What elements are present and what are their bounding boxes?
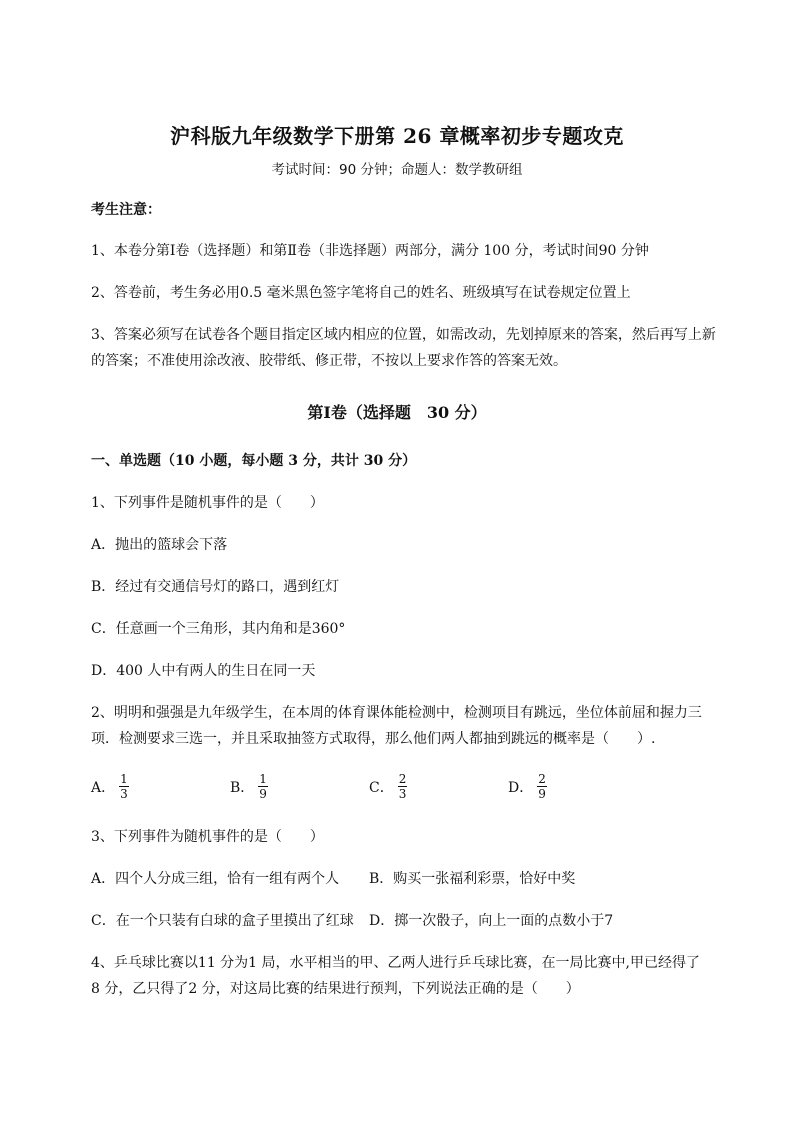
- fraction-denominator: 9: [259, 787, 267, 801]
- q2-option-a-fraction: [119, 772, 129, 801]
- notice-item-3: 3、答案必须写在试卷各个题目指定区域内相应的位置，如需改动，先划掉原来的答案，然后再写上新: [91, 327, 716, 343]
- notice-item-2: 2、答卷前，考生务必用0.5 毫米黑色签字笔将自己的姓名、班级填写在试卷规定位置上: [91, 285, 631, 301]
- q2-stem-line2: 项．检测要求三选一，并且采取抽签方式取得，那么他们两人都抽到跳远的概率是（ ）.: [91, 731, 656, 747]
- q2-option-d-fraction: [537, 772, 547, 801]
- fraction-numerator: 1: [259, 772, 267, 786]
- q2-option-c-label: C．: [369, 779, 394, 796]
- q3-option-d: D．掷一次骰子，向上一面的点数小于7: [369, 913, 614, 929]
- fraction-denominator: 3: [120, 787, 128, 801]
- q2-options: [91, 772, 611, 806]
- notice-item-1: 1、本卷分第Ⅰ卷（选择题）和第Ⅱ卷（非选择题）两部分，满分 100 分，考试时间90 分钟: [91, 243, 649, 259]
- q3-option-b: B．购买一张福利彩票，恰好中奖: [369, 871, 576, 887]
- section-title: 第Ⅰ卷（选择题 30 分）: [307, 403, 487, 422]
- q1-option-a: A．抛出的篮球会下落: [91, 537, 228, 553]
- q4-stem-line2: 8 分，乙只得了2 分，对这局比赛的结果进行预判，下列说法正确的是（ ）: [91, 981, 580, 997]
- fraction-denominator: 9: [538, 787, 546, 801]
- q3-option-a: A．四个人分成三组，恰有一组有两个人: [91, 871, 340, 887]
- q4-stem-line1: 4、乒乓球比赛以11 分为1 局，水平相当的甲、乙两人进行乒乓球比赛，在一局比赛中,甲已经得了: [91, 955, 700, 971]
- q2-option-b-label: B．: [230, 779, 255, 796]
- part-heading: 一、单选题（10 小题，每小题 3 分，共计 30 分）: [91, 453, 417, 469]
- q2-option-d-label: D．: [508, 779, 534, 796]
- notice-item-3-cont: 的答案；不准使用涂改液、胶带纸、修正带，不按以上要求作答的答案无效。: [91, 353, 567, 369]
- q2-option-a-label: A．: [91, 779, 116, 796]
- notice-heading: 考生注意：: [91, 202, 161, 218]
- q1-stem: 1、下列事件是随机事件的是（ ）: [91, 495, 324, 511]
- q2-option-b-fraction: [258, 772, 268, 801]
- q2-option-b: [230, 772, 268, 801]
- q2-option-a: [91, 772, 129, 801]
- fraction-numerator: 2: [398, 772, 407, 786]
- q2-option-c-fraction: [398, 772, 408, 801]
- q1-option-c: C．任意画一个三角形，其内角和是360°: [91, 621, 346, 637]
- page-title: 沪科版九年级数学下册第 26 章概率初步专题攻克: [170, 124, 624, 148]
- q3-stem: 3、下列事件为随机事件的是（ ）: [91, 829, 324, 845]
- q1-option-b: B．经过有交通信号灯的路口，遇到红灯: [91, 579, 340, 595]
- fraction-numerator: 1: [120, 772, 128, 786]
- q2-stem-line1: 2、明明和强强是九年级学生，在本周的体育课体能检测中，检测项目有跳远，坐位体前屈和握力三: [91, 705, 702, 721]
- fraction-numerator: 2: [538, 772, 546, 786]
- exam-info: 考试时间：90 分钟；命题人：数学教研组: [271, 162, 523, 178]
- fraction-denominator: 3: [398, 787, 407, 801]
- q2-option-c: [369, 772, 407, 801]
- q3-option-c: C．在一个只装有白球的盒子里摸出了红球: [91, 913, 354, 929]
- q2-option-d: [508, 772, 547, 801]
- q1-option-d: D．400 人中有两人的生日在同一天: [91, 663, 316, 679]
